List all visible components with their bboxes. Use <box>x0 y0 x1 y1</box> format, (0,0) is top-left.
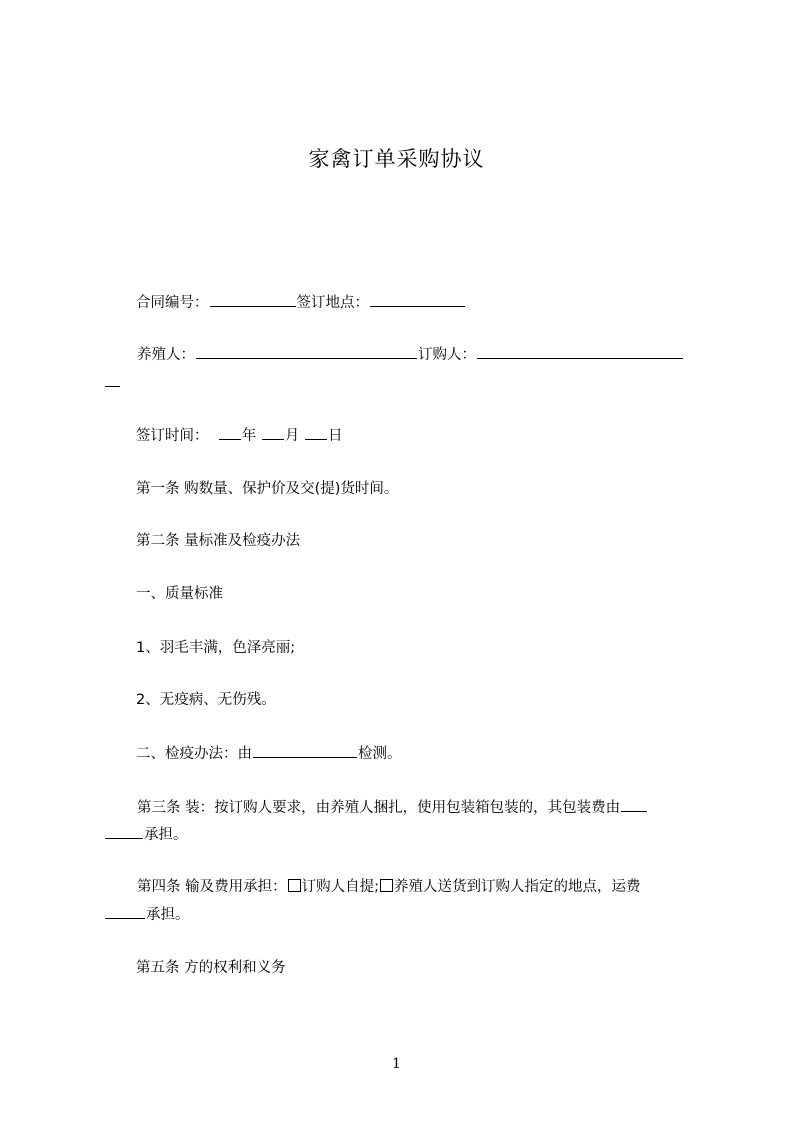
year-label: 年 <box>241 428 257 444</box>
article-3-text: 第三条 装：按订购人要求，由养殖人捆扎，使用包装箱包装的，其包装费由 <box>137 800 621 816</box>
article-4-continuation <box>104 904 190 925</box>
inspection-line <box>136 743 402 764</box>
packaging-fee-blank <box>621 797 647 812</box>
year-blank <box>219 425 241 440</box>
sign-time-label: 签订时间： <box>136 428 209 444</box>
article-4 <box>137 877 641 897</box>
inspection-blank <box>253 743 357 758</box>
article-3-continuation <box>104 824 188 845</box>
contract-no-blank <box>210 292 296 307</box>
quality-item-2: 2、无疫病、无伤残。 <box>136 692 276 708</box>
article-3 <box>137 797 648 818</box>
self-pickup-checkbox[interactable] <box>288 879 301 892</box>
article-5: 第五条 方的权利和义务 <box>136 960 286 976</box>
article-4-prefix: 第四条 输及费用承担： <box>137 879 287 895</box>
buyer-blank <box>477 344 683 359</box>
day-label: 日 <box>327 428 343 444</box>
inspection-suffix: 检测。 <box>358 746 402 762</box>
delivery-label: 养殖人送货到订购人指定的地点，运费 <box>394 879 641 895</box>
article-1: 第一条 购数量、保护价及交(提)货时间。 <box>136 481 399 497</box>
buyer-blank-tail <box>105 372 120 387</box>
self-pickup-label: 订购人自提; <box>301 879 379 895</box>
day-blank <box>305 425 327 440</box>
sign-place-label: 签订地点： <box>296 295 369 311</box>
parties-line <box>137 344 684 365</box>
inspection-prefix: 二、检疫办法：由 <box>136 746 252 762</box>
buyer-blank-continuation <box>104 372 121 393</box>
sign-place-blank <box>370 292 465 307</box>
article-2: 第二条 量标准及检疫办法 <box>136 533 301 549</box>
delivery-checkbox[interactable] <box>380 879 393 892</box>
article-3-suffix: 承担。 <box>144 827 188 843</box>
breeder-label: 养殖人： <box>137 347 195 363</box>
contract-info-line <box>136 292 466 313</box>
breeder-blank <box>196 344 417 359</box>
quality-heading: 一、质量标准 <box>136 586 223 602</box>
document-title: 家禽订单采购协议 <box>308 147 485 171</box>
sign-time-line <box>136 425 342 446</box>
quality-item-1: 1、羽毛丰满，色泽亮丽; <box>136 640 296 656</box>
article-4-suffix: 承担。 <box>146 907 190 923</box>
month-label: 月 <box>284 428 300 444</box>
page-number: 1 <box>392 1056 401 1072</box>
month-blank <box>262 425 284 440</box>
freight-blank <box>105 904 145 919</box>
buyer-label: 订购人： <box>418 347 476 363</box>
packaging-fee-blank-tail <box>105 824 143 839</box>
contract-no-label: 合同编号： <box>136 295 209 311</box>
